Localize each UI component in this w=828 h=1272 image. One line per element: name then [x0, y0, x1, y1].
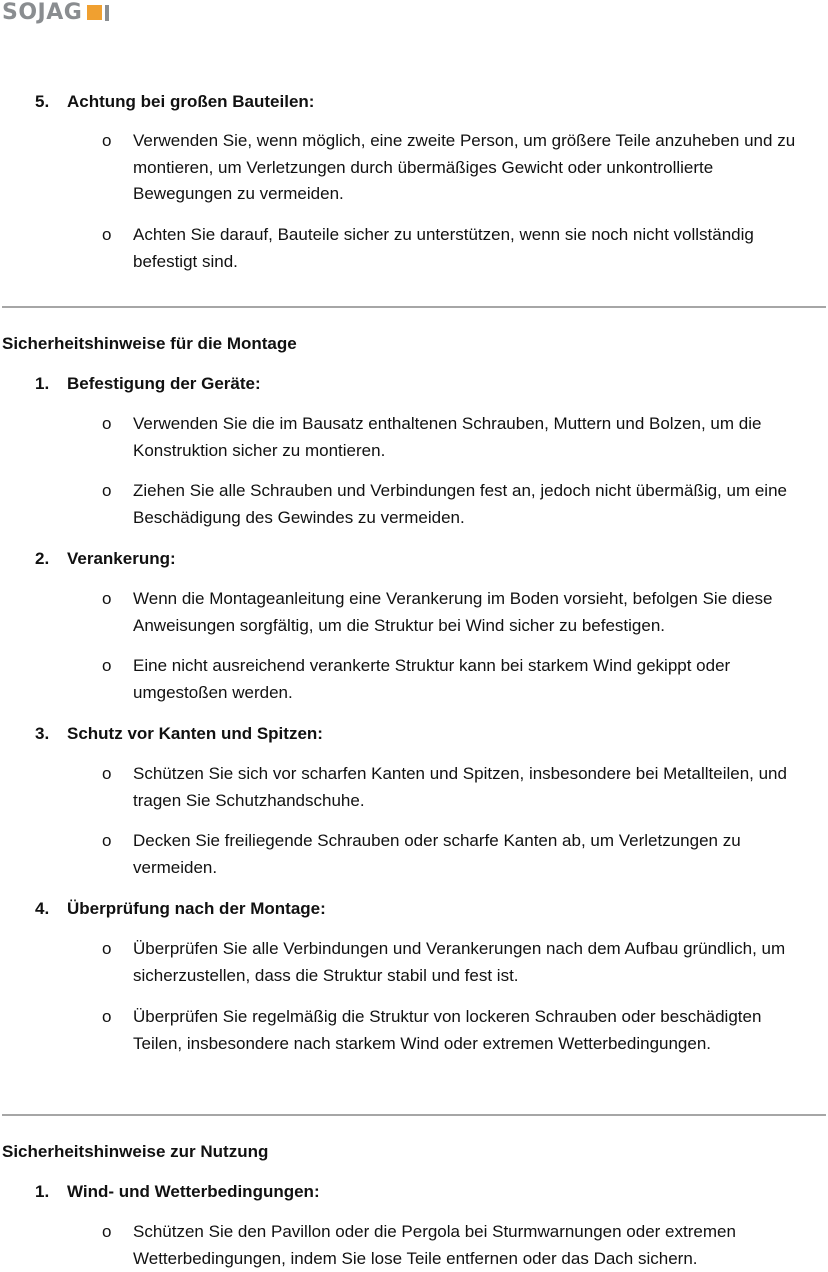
bullet-text: Ziehen Sie alle Schrauben und Verbindungen fest an, jedoch nicht übermäßig, um eine Beschädigung des Gewindes zu vermeiden.	[133, 481, 787, 527]
bullet-text: Verwenden Sie die im Bausatz enthaltenen Schrauben, Muttern und Bolzen, um die Konstruktion sicher zu montieren.	[133, 414, 762, 460]
bullet-item	[102, 1219, 814, 1272]
bullet-item	[102, 936, 814, 989]
bullet-item	[102, 222, 814, 275]
sojag-logo	[2, 0, 109, 25]
bullet-item	[102, 761, 814, 814]
bullet-item	[102, 1004, 814, 1057]
heading-number: 2.	[35, 549, 50, 568]
section-divider	[2, 306, 826, 308]
bullet-item	[102, 653, 814, 706]
bullet-text: Eine nicht ausreichend verankerte Struktur kann bei starkem Wind gekippt oder umgestoßen werden.	[133, 656, 731, 702]
section-heading: Sicherheitshinweise für die Montage	[2, 334, 297, 353]
bullet-mark: o	[102, 1222, 112, 1241]
bullet-text: Schützen Sie sich vor scharfen Kanten und Spitzen, insbesondere bei Metallteilen, und tragen Sie Schutzhandschuhe.	[133, 764, 787, 810]
bullet-item	[102, 128, 814, 208]
section-heading: Sicherheitshinweise zur Nutzung	[2, 1142, 269, 1161]
bullet-item	[102, 478, 814, 531]
heading-number: 3.	[35, 724, 50, 743]
logo-text: SOJAG	[2, 0, 83, 25]
heading-number: 5.	[35, 92, 50, 111]
section-divider	[2, 1114, 826, 1116]
heading-title: Wind- und Wetterbedingungen:	[67, 1182, 320, 1201]
bullet-mark: o	[102, 764, 112, 783]
heading-number: 1.	[35, 374, 50, 393]
logo-bar	[105, 5, 109, 21]
logo-orange-square	[87, 5, 102, 20]
heading-title: Befestigung der Geräte:	[67, 374, 261, 393]
bullet-text: Überprüfen Sie alle Verbindungen und Verankerungen nach dem Aufbau gründlich, um sicherzustellen, dass die Struktur stabil und fest ist.	[133, 939, 786, 985]
bullet-mark: o	[102, 656, 112, 675]
bullet-item	[102, 828, 814, 881]
bullet-mark: o	[102, 225, 112, 244]
bullet-mark: o	[102, 1007, 112, 1026]
bullet-mark: o	[102, 831, 112, 850]
bullet-text: Achten Sie darauf, Bauteile sicher zu unterstützen, wenn sie noch nicht vollständig befestigt sind.	[133, 225, 754, 271]
bullet-text: Wenn die Montageanleitung eine Verankerung im Boden vorsieht, befolgen Sie diese Anweisungen sorgfältig, um die Struktur bei Wind sicher zu befestigen.	[133, 589, 773, 635]
heading-title: Überprüfung nach der Montage:	[67, 899, 326, 918]
heading-title: Verankerung:	[67, 549, 176, 568]
heading-title: Achtung bei großen Bauteilen:	[67, 92, 315, 111]
bullet-text: Verwenden Sie, wenn möglich, eine zweite Person, um größere Teile anzuheben und zu montieren, um Verletzungen durch übermäßiges Gewicht oder unkontrollierte Bewegungen zu vermeiden.	[133, 131, 796, 203]
bullet-mark: o	[102, 589, 112, 608]
heading-number: 1.	[35, 1182, 50, 1201]
bullet-text: Überprüfen Sie regelmäßig die Struktur von lockeren Schrauben oder beschädigten Teilen, insbesondere nach starkem Wind oder extremen Wetterbedingungen.	[133, 1007, 762, 1053]
bullet-mark: o	[102, 131, 112, 150]
bullet-mark: o	[102, 939, 112, 958]
bullet-mark: o	[102, 481, 112, 500]
heading-title: Schutz vor Kanten und Spitzen:	[67, 724, 323, 743]
heading-number: 4.	[35, 899, 50, 918]
bullet-text: Schützen Sie den Pavillon oder die Pergola bei Sturmwarnungen oder extremen Wetterbedingungen, indem Sie lose Teile entfernen oder das Dach sichern.	[133, 1222, 736, 1268]
bullet-text: Decken Sie freiliegende Schrauben oder scharfe Kanten ab, um Verletzungen zu vermeiden.	[133, 831, 741, 877]
bullet-item	[102, 411, 814, 464]
bullet-item	[102, 586, 814, 639]
bullet-mark: o	[102, 414, 112, 433]
